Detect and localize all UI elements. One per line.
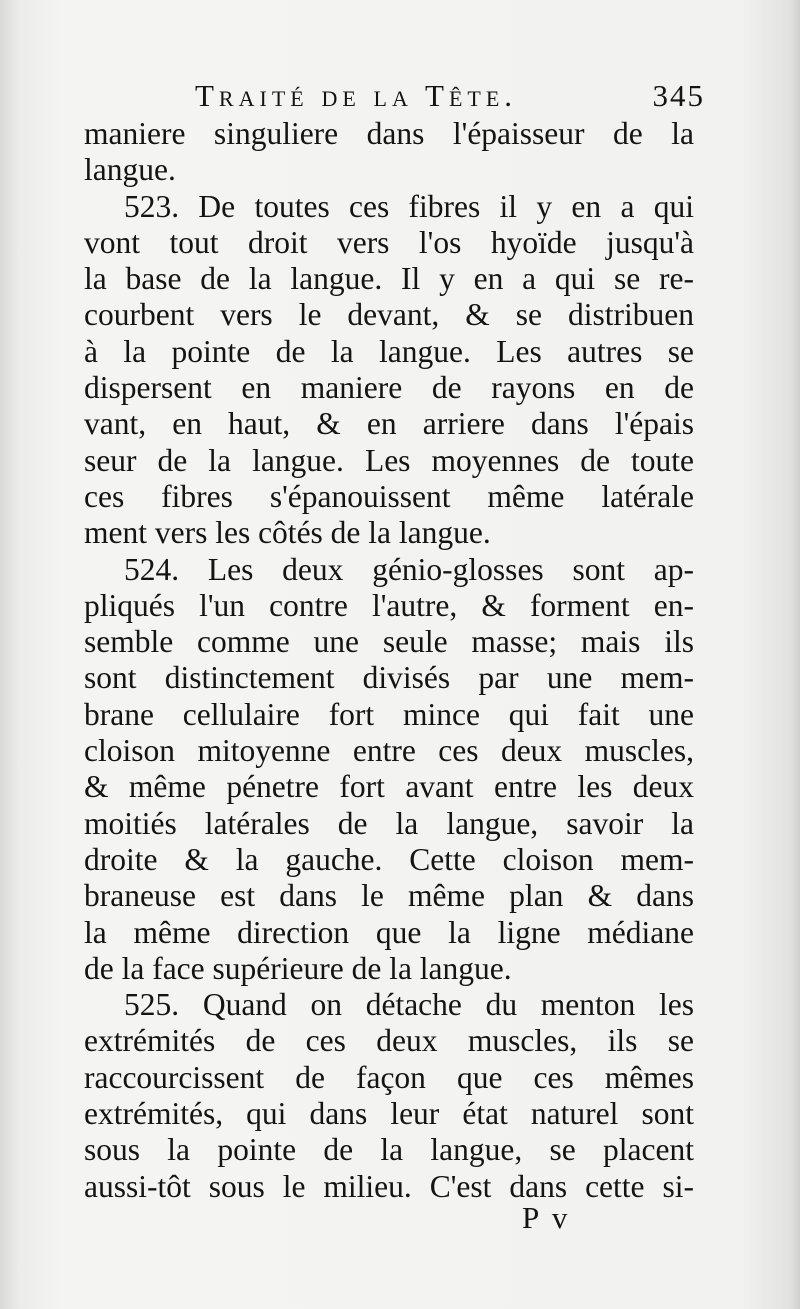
text-line: vont tout droit vers l'os hyoïde jusqu'à [84, 224, 694, 260]
text-line: extrémités de ces deux muscles, ils se [84, 1023, 694, 1059]
signature-mark: P v [522, 1200, 571, 1235]
text-line: sont distinctement divisés par une mem- [84, 660, 694, 696]
text-line: extrémités, qui dans leur état naturel sont [84, 1096, 694, 1132]
text-line: la base de la langue. Il y en a qui se re- [84, 261, 694, 297]
text-line: & même pénetre fort avant entre les deux [84, 769, 694, 805]
text-line: cloison mitoyenne entre ces deux muscles, [84, 733, 694, 769]
text-line: aussi-tôt sous le milieu. C'est dans cette si- [84, 1168, 694, 1204]
text-line: langue. [84, 152, 176, 188]
text-line: droite & la gauche. Cette cloison mem- [84, 841, 694, 877]
text-line: raccourcissent de façon que ces mêmes [84, 1059, 694, 1095]
text-line: moitiés latérales de la langue, savoir la [84, 805, 694, 841]
text-line: ment vers les côtés de la langue. [84, 515, 491, 551]
text-line: 525. Quand on détache du menton les [124, 987, 694, 1023]
body-text [84, 116, 694, 1205]
text-line: 524. Les deux génio-glosses sont ap- [124, 551, 694, 587]
text-line: la même direction que la ligne médiane [84, 914, 694, 950]
text-line: sous la pointe de la langue, se placent [84, 1132, 694, 1168]
text-line: pliqués l'un contre l'autre, & forment en- [84, 587, 694, 623]
text-line: seur de la langue. Les moyennes de toute [84, 442, 694, 478]
text-line: 523. De toutes ces fibres il y en a qui [124, 188, 694, 224]
text-line: à la pointe de la langue. Les autres se [84, 333, 694, 369]
text-line: semble comme une seule masse; mais ils [84, 624, 694, 660]
text-line: courbent vers le devant, & se distribuen [84, 297, 694, 333]
running-title: Traité de la Tête. [195, 78, 518, 113]
text-line: vant, en haut, & en arriere dans l'épais [84, 406, 694, 442]
text-line: dispersent en maniere de rayons en de [84, 370, 694, 406]
text-line: de la face supérieure de la langue. [84, 950, 512, 986]
text-line: maniere singuliere dans l'épaisseur de la [84, 116, 694, 151]
page-number: 345 [652, 78, 705, 113]
text-line: brane cellulaire fort mince qui fait une [84, 696, 694, 732]
text-line: ces fibres s'épanouissent même latérale [84, 478, 694, 514]
text-line: braneuse est dans le même plan & dans [84, 878, 694, 914]
